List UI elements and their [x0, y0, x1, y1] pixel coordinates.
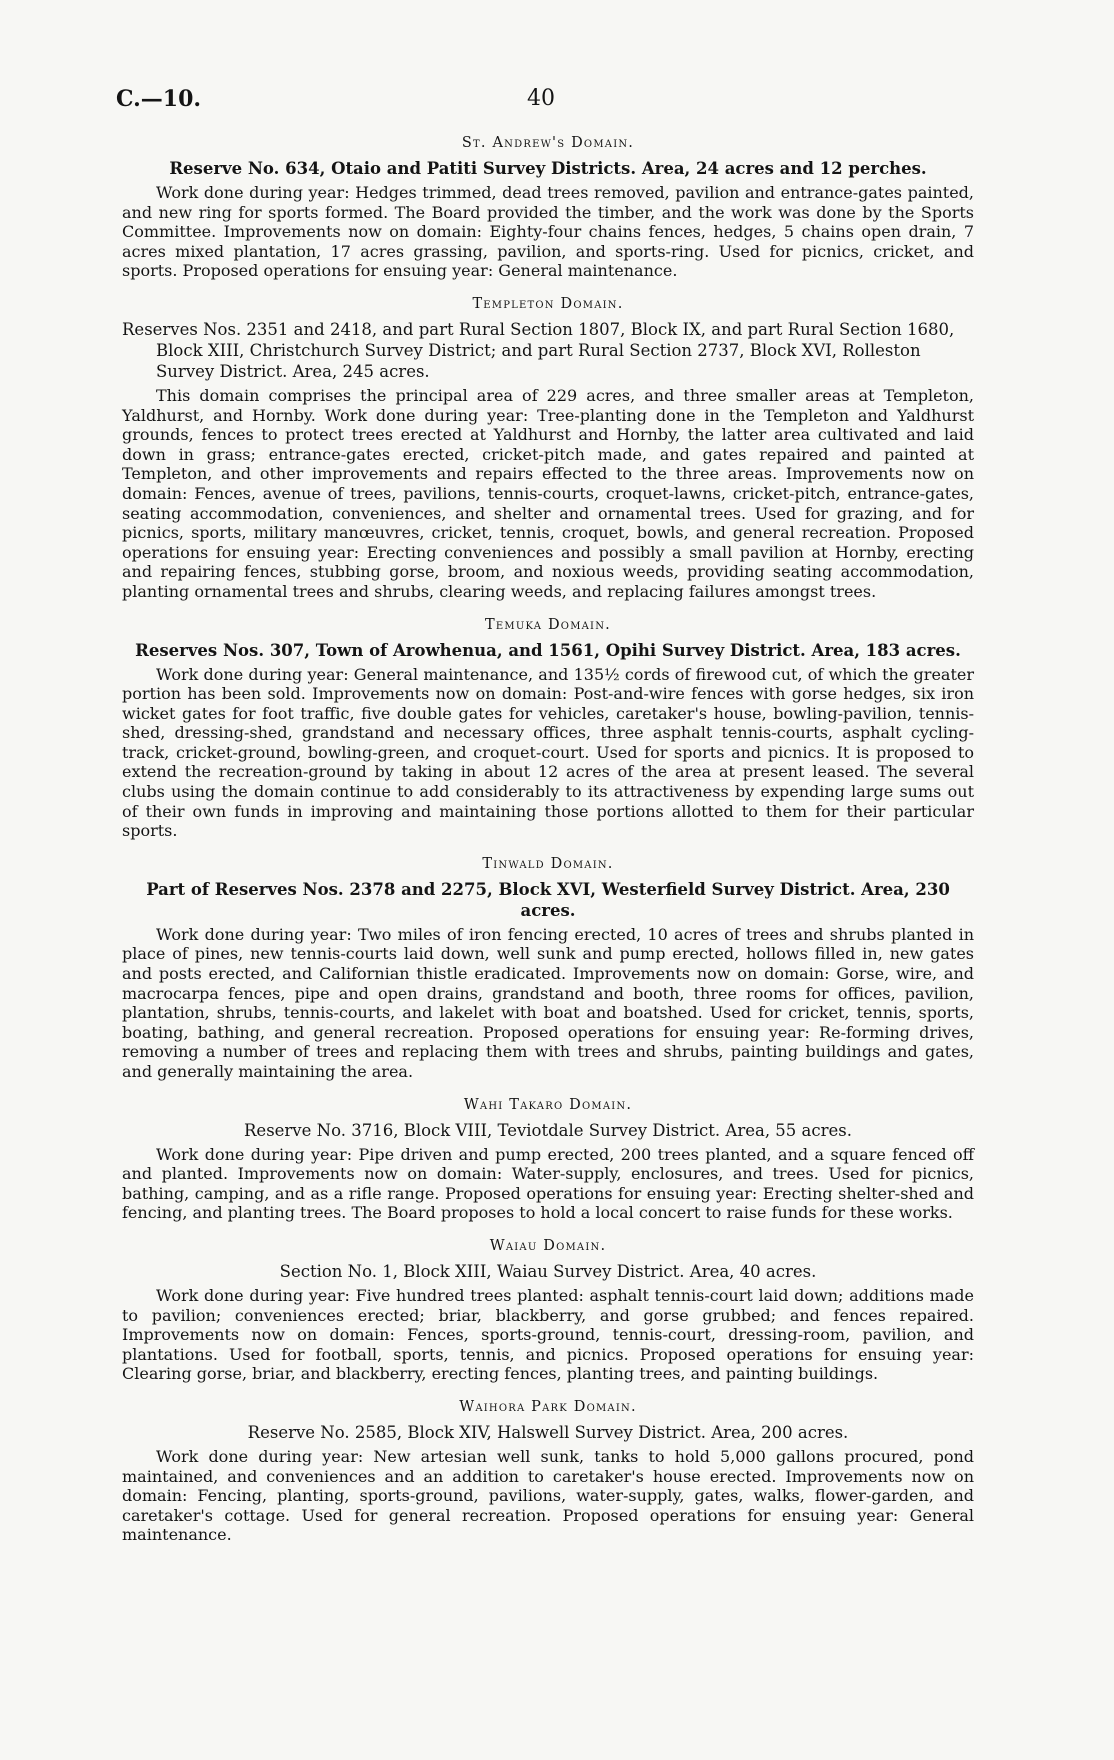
- section-templeton-domain: [122, 295, 974, 602]
- section-body: Work done during year: New artesian well sunk, tanks to hold 5,000 gallons procured, pond maintained, and conveniences and an addition to caretaker's house erected. Improvements now on domain: Fencing, planting, sports-ground, pavilions, water-supply, gates, walks, flower-garden, and caretaker's cottage. Used for general recreation. Proposed operations for ensuing year: General maintenance.: [122, 1446, 974, 1545]
- reserve-line: Part of Reserves Nos. 2378 and 2275, Block XVI, Westerfield Survey District. Area, 230 acres.: [146, 879, 950, 920]
- reserve-line: Section No. 1, Block XIII, Waiau Survey District. Area, 40 acres.: [279, 1261, 817, 1281]
- section-wahi-takaro-domain: [122, 1096, 974, 1223]
- section-title: Temuka Domain.: [485, 616, 611, 633]
- reserve-line: Reserves Nos. 307, Town of Arowhenua, and 1561, Opihi Survey District. Area, 183 acres.: [135, 640, 961, 660]
- section-temuka-domain: [122, 616, 974, 841]
- section-body: This domain comprises the principal area of 229 acres, and three smaller areas at Templeton, Yaldhurst, and Hornby. Work done during year: Tree-planting done in the Templeton and Yaldhurst grounds, fences to protect trees erected at Yaldhurst and Hornby, the latter area cultivated and laid down in grass; entrance-gates erected, cricket-pitch made, and gates repaired and painted at Templeton, and other improvements and repairs effected to the three areas. Improvements now on domain: Fences, avenue of trees, pavilions, tennis-courts, croquet-lawns, cricket-pitch, entrance-gates, seating accommodation, conveniences, and shelter and ornamental trees. Used for grazing, and for picnics, sports, military manœuvres, cricket, tennis, croquet, bowls, and general recreation. Proposed operations for ensuing year: Erecting conveniences and possibly a small pavilion at Hornby, erecting and repairing fences, stubbing gorse, broom, and noxious weeds, providing seating accommodation, planting ornamental trees and shrubs, clearing weeds, and replacing failures amongst trees.: [122, 385, 974, 601]
- section-waiau-domain: [122, 1237, 974, 1384]
- section-title: Wahi Takaro Domain.: [463, 1096, 633, 1113]
- reserve-line: Reserve No. 634, Otaio and Patiti Survey Districts. Area, 24 acres and 12 perches.: [169, 159, 927, 178]
- section-title: Waiau Domain.: [489, 1237, 607, 1254]
- section-body: Work done during year: Two miles of iron fencing erected, 10 acres of trees and shrubs planted in place of pines, new tennis-courts laid down, well sunk and pump erected, hollows filled in, new gates and posts erected, and Californian thistle eradicated. Improvements now on domain: Gorse, wire, and macrocarpa fences, pipe and open drains, grandstand and booth, three rooms for offices, pavilion, plantation, shrubs, tennis-courts, and lakelet with boat and boatshed. Used for cricket, tennis, sports, boating, bathing, and general recreation. Proposed operations for ensuing year: Re-forming drives, removing a number of trees and replacing them with trees and shrubs, painting buildings and gates, and generally maintaining the area.: [122, 924, 974, 1081]
- reserve-line: Reserve No. 3716, Block VIII, Teviotdale Survey District. Area, 55 acres.: [244, 1120, 852, 1140]
- section-body: Work done during year: Pipe driven and pump erected, 200 trees planted, and a square fenced off and planted. Improvements now on domain: Water-supply, enclosures, and trees. Used for picnics, bathing, camping, and as a rifle range. Proposed operations for ensuing year: Erecting shelter-shed and fencing, and planting trees. The Board proposes to hold a local concert to raise funds for these works.: [122, 1144, 974, 1223]
- section-body: Work done during year: General maintenance, and 135½ cords of firewood cut, of which the greater portion has been sold. Improvements now on domain: Post-and-wire fences with gorse hedges, six iron wicket gates for foot traffic, five double gates for vehicles, caretaker's house, bowling-pavilion, tennis-shed, dressing-shed, grandstand and necessary offices, three asphalt tennis-courts, asphalt cycling-track, cricket-ground, bowling-green, and croquet-court. Used for sports and picnics. It is proposed to extend the recreation-ground by taking in about 12 acres of the area at present leased. The several clubs using the domain continue to add considerably to its attractiveness by expending large sums out of their own funds in improving and maintaining those portions allotted to them for their particular sports.: [122, 664, 974, 841]
- section-body: Work done during year: Five hundred trees planted: asphalt tennis-court laid down; additions made to pavilion; conveniences erected; briar, blackberry, and gorse grubbed; and fences repaired. Improvements now on domain: Fences, sports-ground, tennis-court, dressing-room, pavilion, and plantations. Used for football, sports, tennis, and picnics. Proposed operations for ensuing year: Clearing gorse, briar, and blackberry, erecting fences, planting trees, and painting buildings.: [122, 1285, 974, 1384]
- section-title: Templeton Domain.: [472, 295, 624, 312]
- section-st-andrews-domain: [122, 134, 974, 281]
- document-code: C.—10.: [116, 86, 202, 112]
- section-waihora-park-domain: [122, 1398, 974, 1545]
- page-number: 40: [527, 86, 555, 111]
- section-tinwald-domain: [122, 855, 974, 1082]
- page-content: [122, 134, 974, 1559]
- section-title: St. Andrew's Domain.: [461, 135, 635, 151]
- section-title: Waihora Park Domain.: [459, 1398, 637, 1415]
- section-title: Tinwald Domain.: [482, 855, 614, 872]
- reserve-line: Reserves Nos. 2351 and 2418, and part Rural Section 1807, Block IX, and part Rural Section 1680, Block XIII, Christchurch Survey District; and part Rural Section 2737, Block XVI, Rolleston Survey District. Area, 245 acres.: [122, 319, 955, 381]
- reserve-line: Reserve No. 2585, Block XIV, Halswell Survey District. Area, 200 acres.: [247, 1422, 849, 1442]
- section-body: Work done during year: Hedges trimmed, dead trees removed, pavilion and entrance-gates painted, and new ring for sports formed. The Board provided the timber, and the work was done by the Sports Committee. Improvements now on domain: Eighty-four chains fences, hedges, 5 chains open drain, 7 acres mixed plantation, 17 acres grassing, pavilion, and sports-ring. Used for picnics, cricket, and sports. Proposed operations for ensuing year: General maintenance.: [122, 183, 974, 281]
